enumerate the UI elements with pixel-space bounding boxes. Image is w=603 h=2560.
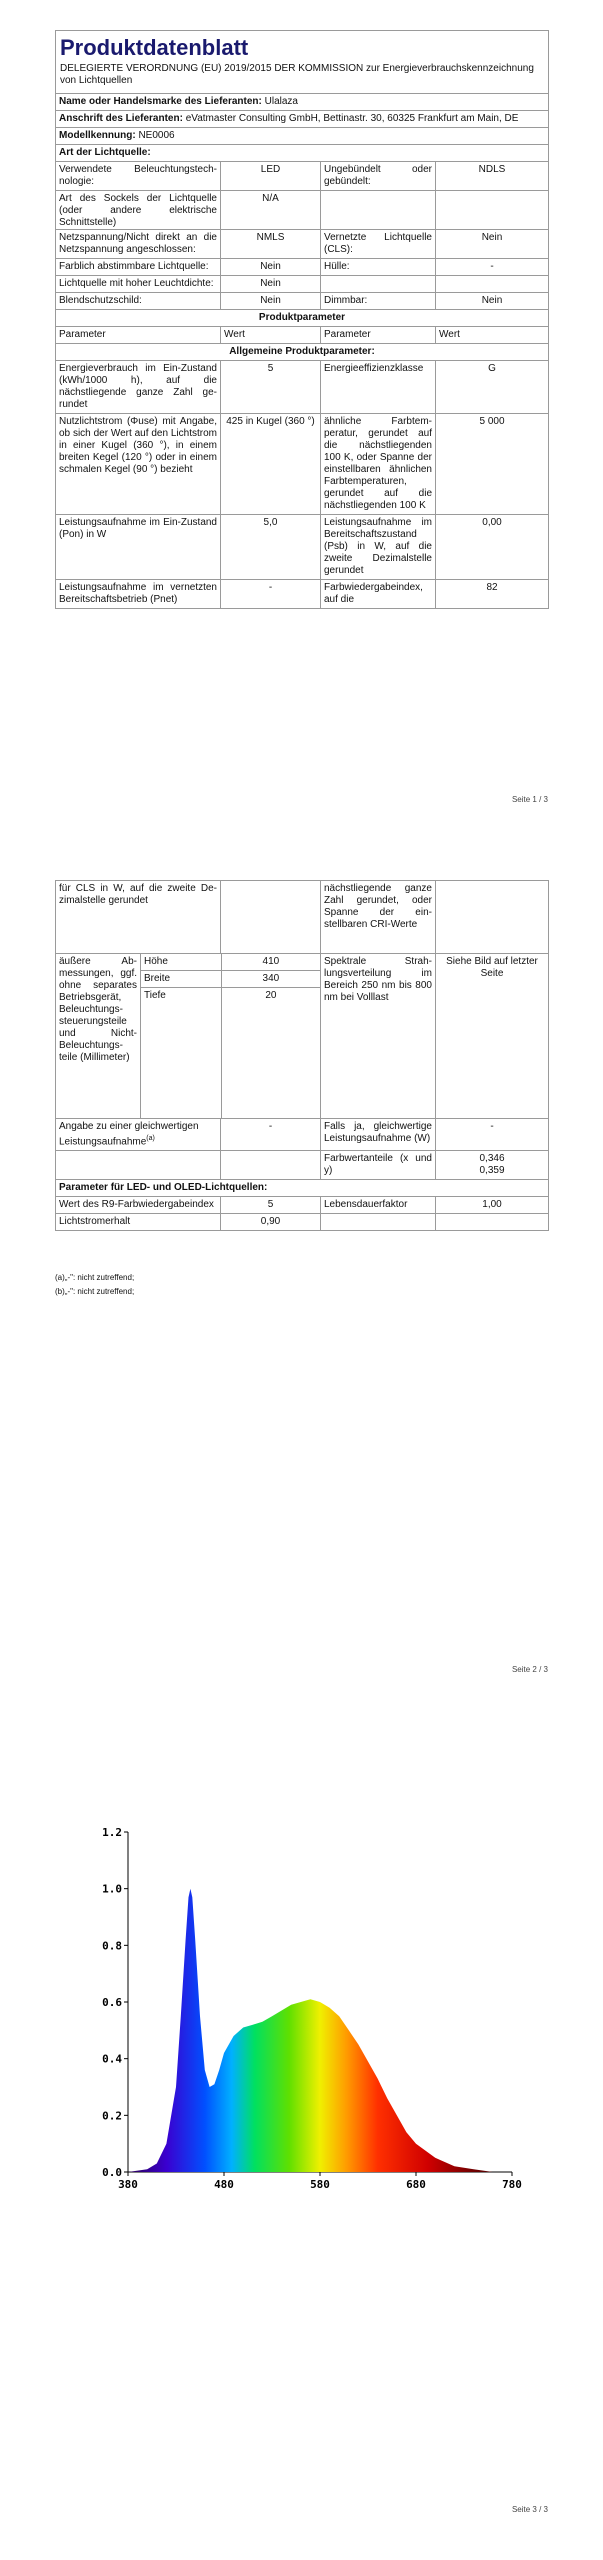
x-tick-labels [118, 2178, 522, 2191]
page-footer-2: Seite 2 / 3 [511, 1665, 548, 1674]
supplier-name: Ulalaza [264, 96, 298, 107]
dimensions-label: äußere Abmessungen, ggf. ohne separates Betriebsgerät, Beleuchtungssteuerungsteile und Nicht-Beleuchtungsteile (Millimeter) [56, 954, 141, 1118]
table-row: Lichtquelle mit hoher Leuchtdichte: Nein [56, 275, 548, 292]
x-tick-label: 580 [310, 2178, 330, 2191]
table-row: Leistungsaufnahme im vernetzten Bereitschaftsbetrieb (Pnet) - Farbwiedergabeindex, auf die 82 [56, 579, 548, 608]
table-row: Nutzlichtstrom (Φuse) mit Angabe, ob sich der Wert auf den Lichtstrom in einer Kugel (360 °), in einem breiten Kegel (120 °) oder in einem schmalen Kegel (90 °) bezieht 425 in Kugel (360 °) ähnliche Farbtemperatur, gerundet auf die nächstliegenden 100 K, oder Spanne der einstellbaren ähnlichen Farbtemperaturen, gerundet auf die nächstliegenden 100 K 5 000 [56, 413, 548, 514]
table-row: Farblich abstimmbare Lichtquelle: Nein Hülle: - [56, 258, 548, 275]
table-row: Art des Sockels der Lichtquelle (oder andere elektrische Schnittstelle) N/A [56, 190, 548, 229]
table-row: für CLS in W, auf die zweite Dezimalstelle gerundet nächstliegende ganze Zahl gerundet, oder Spanne der einstellbaren CRI-Werte [56, 881, 548, 953]
supplier-address-label: Anschrift des Lieferanten: [59, 113, 183, 124]
spectrum-chart [0, 1820, 603, 2240]
y-tick-label: 0.2 [102, 2109, 122, 2123]
param-header-row: Parameter Wert Parameter Wert [56, 326, 548, 343]
light-type-header-row [56, 144, 548, 161]
datasheet-frame-1 [55, 30, 549, 609]
model-row [56, 127, 548, 144]
general-params-header-row [56, 343, 548, 360]
page-footer-3: Seite 3 / 3 [511, 2505, 548, 2514]
datasheet-frame-2 [55, 880, 549, 1231]
document-subtitle: DELEGIERTE VERORDNUNG (EU) 2019/2015 DER KOMMISSION zur Energieverbrauchskennzeichnung von Lichtquellen [60, 63, 534, 86]
y-tick-label: 0.6 [102, 1996, 122, 2009]
supplier-name-row [56, 93, 548, 110]
x-tick-label: 380 [118, 2178, 138, 2191]
footnote-b: (b)„-": nicht zutreffend; [55, 1287, 135, 1296]
table-row: Blendschutzschild: Nein Dimmbar: Nein [56, 292, 548, 309]
table-row: Netzspannung/Nicht direkt an die Netzspannung angeschlossen: NMLS Vernetzte Lichtquelle (CLS): Nein [56, 229, 548, 258]
x-tick-label: 680 [406, 2178, 426, 2191]
spectral-label: Spektrale Strahlungsverteilung im Bereich 250 nm bis 800 nm bei Volllast [321, 954, 436, 1118]
general-params-header: Allgemeine Produktparameter: [229, 346, 375, 357]
product-params-header-row [56, 309, 548, 326]
table-row: Verwendete Beleuchtungstechnologie: LED Ungebündelt oder gebündelt: NDLS [56, 161, 548, 190]
supplier-address-row [56, 110, 548, 127]
supplier-name-label: Name oder Handelsmarke des Lieferanten: [59, 96, 262, 107]
x-tick-label: 780 [502, 2178, 522, 2191]
table-row: Lichtstromerhalt 0,90 [56, 1213, 548, 1230]
page-3 [0, 1760, 603, 2560]
y-tick-label: 0.0 [102, 2166, 122, 2179]
table-row: Energieverbrauch im Ein-Zustand (kWh/1000 h), auf die nächstliegende ganze Zahl gerundet 5 Energieeffizienzklasse G [56, 360, 548, 413]
model-id: NE0006 [138, 130, 175, 141]
dimensions-row [56, 953, 548, 1118]
footnote-a: (a)„-": nicht zutreffend; [55, 1273, 135, 1282]
light-type-header: Art der Lichtquelle: [59, 147, 151, 158]
x-tick-label: 480 [214, 2178, 234, 2191]
table-row: Leistungsaufnahme im Ein-Zustand (Pon) in W 5,0 Leistungsaufnahme im Bereitschaftszustand (Psb) in W, auf die zweite Dezimalstelle gerundet 0,00 [56, 514, 548, 579]
y-tick-labels [102, 1826, 122, 2179]
y-tick-label: 0.8 [102, 1939, 122, 1953]
spectrum-area [128, 1889, 512, 2172]
equivalent-power-row: Angabe zu einer gleichwertigen Leistungsaufnahme$^{(a)}$ - Falls ja, gleichwertige Leistungsaufnahme (W) - [56, 1118, 548, 1150]
led-params-header: Parameter für LED- und OLED-Lichtquellen: [59, 1182, 268, 1194]
page-2 [0, 880, 603, 1680]
page-1 [0, 0, 603, 820]
chromaticity-row: Farbwertanteile (x und y) 0,346 0,359 [56, 1150, 548, 1179]
y-tick-label: 1.0 [102, 1882, 122, 1896]
spectral-value: Siehe Bild auf letzter Seite [446, 956, 538, 979]
y-tick-label: 1.2 [102, 1826, 122, 1839]
dimensions-values: Höhe 410 Breite 340 Tiefe 20 [141, 954, 321, 1118]
page-footer-1: Seite 1 / 3 [511, 795, 548, 804]
y-tick-label: 0.4 [102, 2052, 122, 2066]
document-title: Produktdatenblatt [60, 35, 249, 60]
supplier-address: eVatmaster Consulting GmbH, Bettinastr. 30, 60325 Frankfurt am Main, DE [185, 113, 519, 124]
led-params-header-row [56, 1179, 548, 1196]
model-label: Modellkennung: [59, 130, 136, 141]
product-params-header: Produktparameter [258, 312, 346, 323]
table-row: Wert des R9-Farbwiedergabeindex 5 Lebensdauerfaktor 1,00 [56, 1196, 548, 1213]
